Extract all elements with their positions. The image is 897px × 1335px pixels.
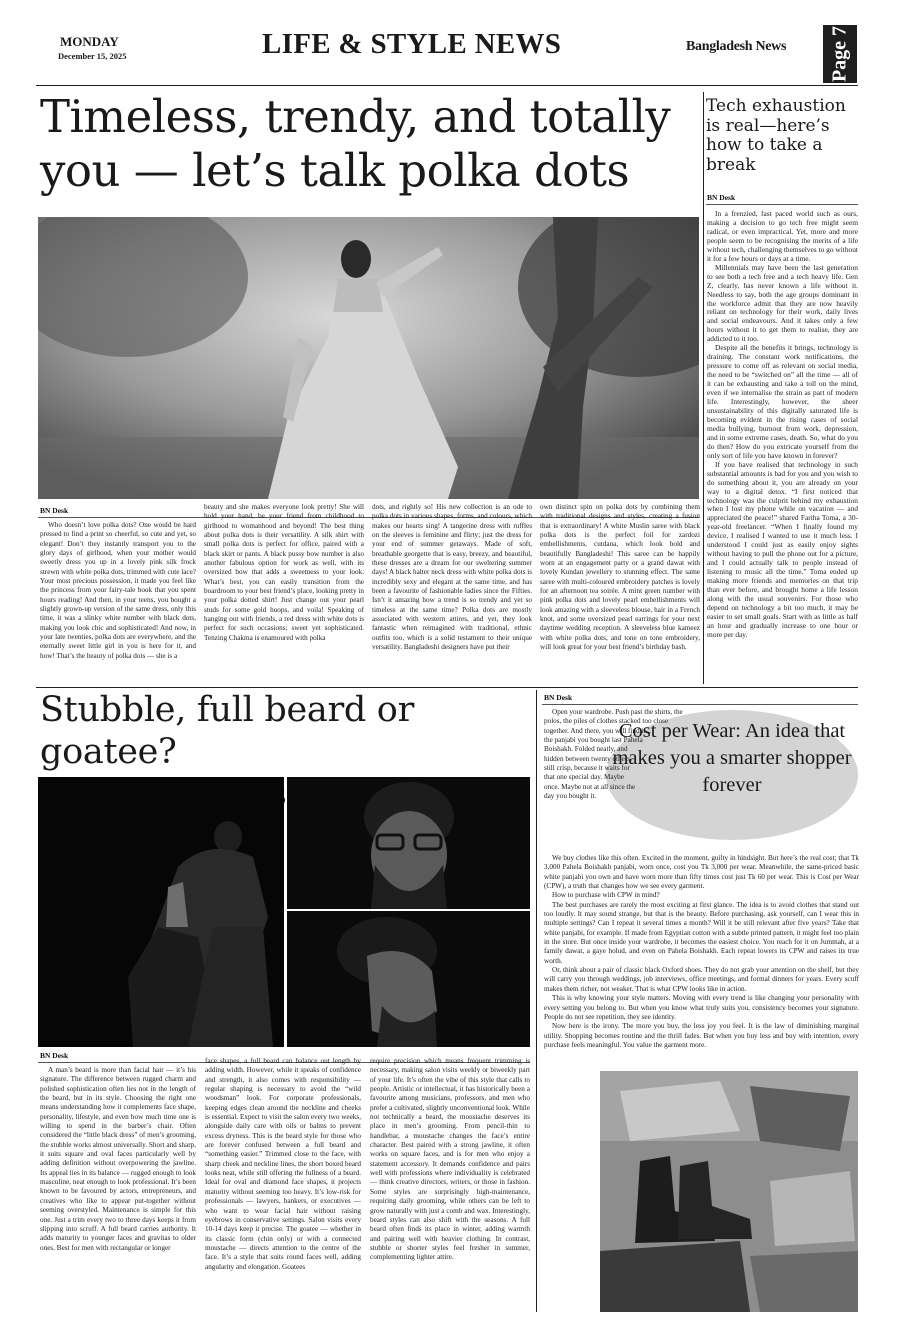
polka-headline-line-2: you — let’s talk polka dots [40,144,630,197]
beard-column-2: face shapes, a full beard can balance out length by adding width. However, while it speaks of confidence and strength, it also comes with responsibility — regular shaping is necessary to avoid the “wild woodsman” look. For corporate professionals, keeping edges clean around the neckline and cheeks is essential. Expect to visit the salon every two weeks, alongside daily care with oils or balms to prevent excess dryness. This is the beard style for those who are forever confused between a full beard and “something easier.” Trimmed close to the face, with sharp cheek and neckline lines, the short boxed beard looks neat, while still offering the fullness of a beard. Ideal for oval and diamond face shapes, it projects maturity without seeming too heavy. It’s low-risk for professionals — lawyers, bankers, or executives — who want to wear facial hair without raising eyebrows in conservative settings. Salon visits every 10-14 days keep it precise. The goatee — whether in its classic form (chin only) or with a connected moustache — directs attention to the centre of the face. It’s a style that suits round faces well, adding angularity and elongation. Goatees [205,1057,361,1271]
beard-byline: BN Desk [40,1051,69,1060]
masthead-date: December 15, 2025 [58,51,127,61]
polka-column-4: own distinct spin on polka dots by combining them with traditional designs and styles, creating a fusion that is extraordinary! A white Muslin saree with black polka dots is the perfect foil for zardozi embellishments, cutdana, which look bold and beautifully Bangladeshi! This saree can be happily worn at an engagement party or a grand dawat with lovely Kundan jewellery to stunning effect. The same saree with multi-coloured embroidery patches is lovely for an afternoon tea soirée. A mint green number with pink polka dots and lovely pearl embellishments will look amazing with a sleeveless blouse, hair in a French knot, and some oversized pearl earrings for your next daytime wedding reception. A sleeveless blue kameez with white polka dots, and tone on tone embroidery, will look great for your best friend’s birthday bash. [540,503,700,652]
page-number-label: Page 7 [828,25,851,83]
polka-column-3: dots, and rightly so! His new collection is an ode to polka dots in various shapes, forms, and colours, which makes our hearts sing! A tangerine dress with ruffles on the sleeves is feminine and flirty; just the dress for your end of summer getaways. Made of soft, breathable georgette that is easy, breezy, and beautiful, these dresses are a dream for our sweltering summer days! A black halter neck dress with white polka dots is incredibly sexy and elegant at the same time, and has been a favourite of fashionable ladies since the Fifties. Isn’t it amazing how a trend is so trendy and yet so timeless at the same time? Polka dots are mostly associated with western attires, and yet, they look fantastic when reimagined with traditional, ethnic outfits too, which is a solid testament to their unique versatility. Bangladeshi designers have put their [372,503,532,652]
cpw-intro: Open your wardrobe. Push past the shirts, the polos, the piles of clothes stacked too close together. And there, you will find it... the panjabi you bought last Pahela Boishakh. Folded neatly, and hidden between twenty others, still crisp, because it waits for that one special day. Maybe once. Maybe not at all since the day you bought it. [544,708,859,854]
cpw-paragraph: How to purchase with CPW in mind? [552,891,660,900]
section-title: LIFE & STYLE NEWS [262,28,562,60]
tech-paragraph: Millennials may have been the last generation to see both a tech free and a tech heavy life. Gen Z, clearly, has never known a life without it. Needless to say, both the age groups dominant in the workforce admit that they are now heavily reliant on technology for their work, daily lives and social endeavours. And it takes only a few hours without it to get them to realise, they are addicted to it too. [707,262,858,344]
cpw-paragraph: The best purchases are rarely the most exciting at first glance. The idea is to avoid clothes that stand out too loudly. It may sound strange, but that is the beauty. Before purchasing, ask yourself, can I wear this in multiple settings? Can I repeat it several times a month? Will it be still relevant after five years? Take that white panjabi, for example. If made from Egyptian cotton with a subtle printed pattern, it might feel too plain in the store. But once inside your wardrobe, it becomes the easiest choice. You reach for it on Jummah, at a family dawat, a gaye holud, and even on Pahela Boishakh. Each repeat lowers its CPW and raises its true worth. [544,900,859,965]
tech-paragraph: Despite all the benefits it brings, technology is draining. The constant work notifications, the pressure to come off as relevant on social media, the need to be “switched on” all the time — all of it can be exhausting and take a toll on the mind, even if we internalise the strain as part of modern life. Interestingly, however, the sheer unsustainability of this digitally saturated life is becoming evident in the rising cases of social media bullying, burnout from work, depression, and in some extreme cases, death. So, what do you do then? How do you extricate yourself from the only sort of life you have known in forever? [707,343,858,460]
polka-headline-line-1: Timeless, trendy, and totally [40,90,671,143]
cpw-byline-rule [542,704,858,705]
tech-paragraph: If you have realised that technology in such substantial amounts is bad for you and you wish to do something about it, you are already on your way to a digital detox. “I first noticed that technology was the culprit behind my exhaustion when I lost my phone while on vacation — and appreciated the peace!” shared Fariha Toma, a 30-year-old freelancer. “When I finally found my device, I realised I wanted to use it much less. I understood I could just as easily enjoy sights without having to pull the phone out for a picture, and I could actually talk to people instead of listening to music all the time.” Toma ended up making more friends and memories on that trip than ever before, and brought home a life lesson along with the usual souvenirs. For those who depend on technology a bit too much, it may be easier to set small goals. Start with as little as half an hour and gradually increase to one hour or more per day. [707,459,858,639]
beard-column-3: require precision which means frequent trimming is necessary, making salon visits weekly or biweekly part of your life. It’s often the vibe of this style that calls to people. Artistic or intellectual, it has historically been a favourite among musicians, professors, and men who prefer a cultivated, slightly unconventional look. While not technically a beard, the moustache deserves its place in men’s grooming. From pencil-thin to handlebar, a moustache changes the face’s entire character. Best paired with a strong jawline, it often works on square faces, and is for men who enjoy a statement accessory. It demands confidence and pairs well with professions where individuality is celebrated — think creative directors, writers, or those in fashion. Some styles are surprisingly high-maintenance, requiring daily grooming, while others can be left to grow naturally with just a comb and wax. Interestingly, beard styles can also shift with the seasons. A full beard often finds its place in winter, adding warmth and pairing well with heavier clothing. In contrast, stubble or shorter styles feel fresher in summer, complementing lighter attire. [370,1057,530,1262]
polka-byline: BN Desk [40,506,69,515]
cpw-paragraph: We buy clothes like this often. Excited in the moment, guilty in hindsight. But here’s the real cost; that Tk 3,000 Pahela Boishakh panjabi, worn once, cost you Tk 3,000 per wear. Meanwhile, the same-priced basic white panjabi you own and have worn more than fifty times cost just Tk 60 per wear. This is Cost per Wear (CPW), a truth that changes how we see every garment. [544,854,859,891]
polka-headline [40,90,700,198]
tech-byline-rule [706,204,858,205]
polka-dress-photo [38,217,699,499]
publication-name: Bangladesh News [686,39,787,54]
polka-column-2: beauty and she makes everyone look pretty! She will hold your hand, be your friend from childhood to girlhood to womanhood and beyond! The best thing about polka dots is their versatility. A silk shirt with small polka dots is perfect for office, paired with a black skirt or pants. A black pussy bow number is also another fabulous option for work as well, with its oversized bow that adds a sweetness to your look. What’s best, you can easily transition from the boardroom to your best friend’s place, looking pretty in your polka dotted shirt! Just change out your pearl studs for some gold hoops, and voila! Speaking of hanging out with friends, a red dress with white dots is perfect for such occasions; sweet yet sophisticated. Tenzing Chakma is enamoured with polka [204,503,364,642]
man-side-profile-photo [287,911,530,1047]
masthead-rule [36,85,858,86]
tech-headline: Tech exhaustion is real—here’s how to take a break [706,96,846,175]
cpw-paragraph: Or, think about a pair of classic black Oxford shoes. They do not grab your attention on the shelf, but they will carry you through weddings, job interviews, office meetings, and formal dinners for years. Every scuff makes them richer, not weaker. That is what CPW looks like in action. [544,966,859,993]
cpw-headline: Cost per Wear: An idea that makes you a smarter shopper forever [612,720,852,796]
polka-column-1: Who doesn’t love polka dots? One would be hard pressed to find a print so cheerful, so cute and yet, so elegant! Don’t they instantly transport you to the glory days of girlhood, when your mother would sweetly dress you up in a lovely pink silk frock strewn with white polka dots, trimmed with cute lace? Your most precious possession, it made you feel like the princess from your fairy-tale book that you spent hours reading! And then, in your teens, you bought a slightly grown-up version of the same dress, only this time, it was a slinky white number with black dots, making you look chic and sophisticated! And now, in your late twenties, polka dots are everywhere, and the eternally sweet little girl in you is here for it, and how! That’s the beauty of polka dots — she is a [40,521,196,660]
cpw-paragraph: Now here is the irony. The more you buy, the less joy you feel. It is the law of diminishing marginal utility. Shopping becomes routine and the thrill fades. But when you buy less and buy with intention, every purchase feels meaningful. You value the garment more. [544,1022,859,1049]
tech-byline: BN Desk [707,193,736,202]
man-with-glasses-photo [287,777,530,909]
shoes-and-clothes-photo [600,1071,858,1312]
cpw-divider [536,690,537,1312]
tech-paragraph: In a frenzied, fast paced world such as ours, making a decision to go tech free might seem radical, or even impractical. Yet, more and more people seem to be recognising the merits of a life without tech, challenging themselves to go without it for a few hours or days at a time. [707,210,858,263]
beard-column-1: A man’s beard is more than facial hair — it’s his signature. The difference between rugged charm and polished sophistication often lies not in the length of the beard, but in its style. Choosing the right one means understanding how it complements face shape, personality, lifestyle, and even how much time one is willing to spend in the barber’s chair. Often considered the “little black dress” of men’s grooming, the stubble works almost universally. Short and sharp, it suits square and oval faces particularly well by adding definition without overpowering the jawline. Its appeal lies in its balance — rugged enough to look masculine, neat enough to look professional. It’s been known to be favoured by actors, entrepreneurs, and creatives who like to appear put-together without seeming overstyled. Maintenance is simple for this one. Just a trim every two to three days keeps it from slipping into scruff. A full beard carries authority. It adds maturity to younger faces and gravitas to older ones. Best for men with rectangular or longer [40,1066,196,1252]
right-rail-divider [703,92,704,684]
cpw-bubble-wrap [637,708,859,834]
cpw-paragraph: This is why knowing your style matters. Moving with every trend is like changing your personality with every setting you belong to. But when you know what truly suits you, consistency becomes your signature. People do not see repetition, they see identity. [544,994,859,1021]
tech-body [707,210,858,684]
beard-headline-line-1: Stubble, full beard or goatee? [40,690,415,772]
bearded-man-profile-photo [38,777,284,1047]
cpw-body [544,854,859,1069]
masthead-day: MONDAY [60,34,119,49]
cpw-byline: BN Desk [544,693,573,702]
section-divider [36,687,858,688]
